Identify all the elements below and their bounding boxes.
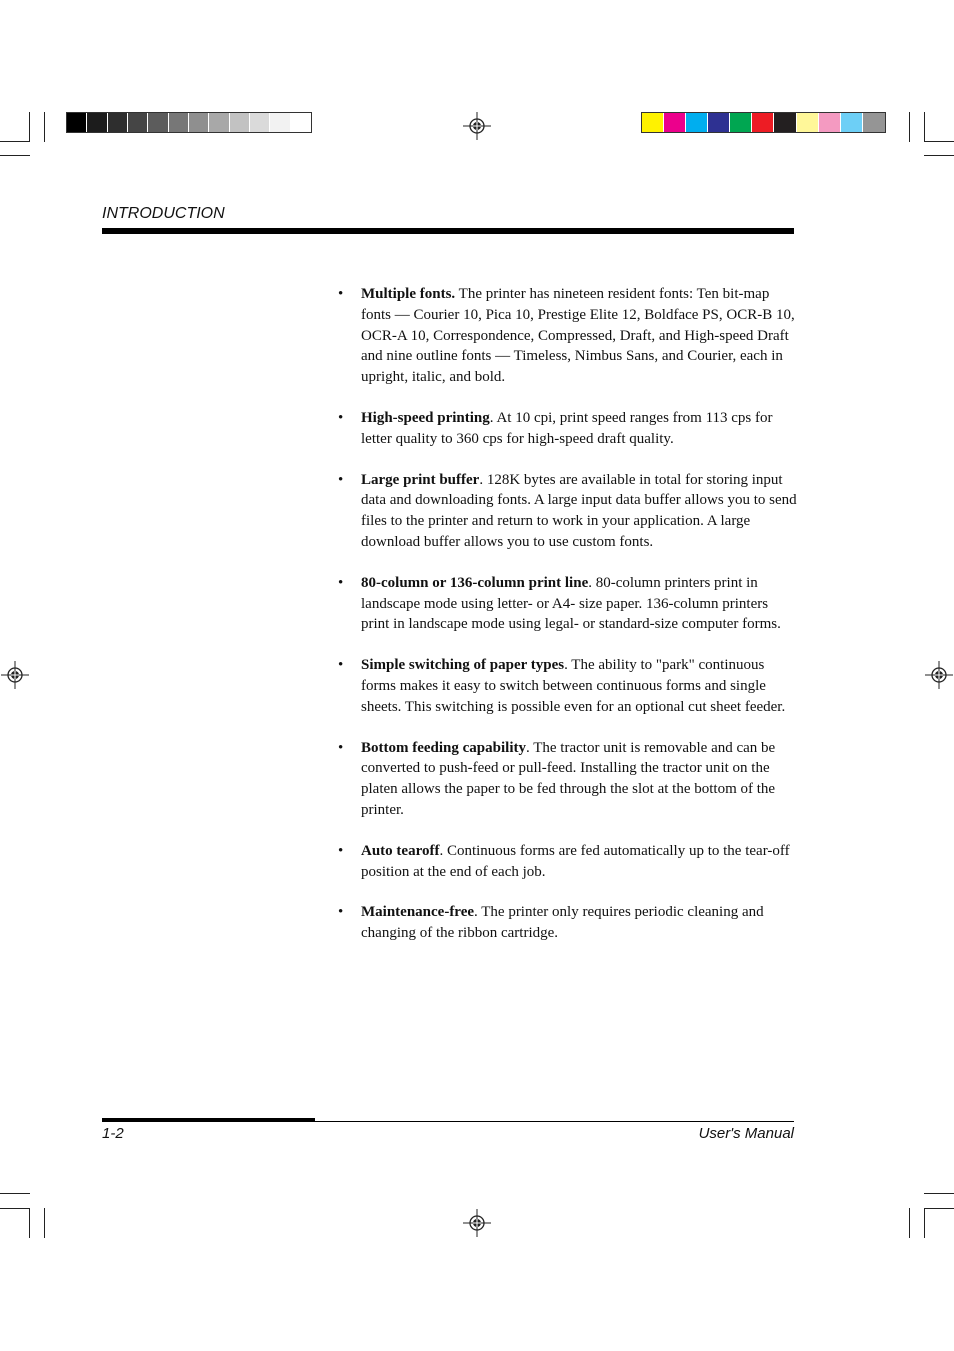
crop-mark	[924, 155, 954, 156]
feature-text	[361, 284, 798, 388]
registration-mark-icon	[463, 112, 491, 140]
color-bar	[641, 112, 886, 133]
feature-title: Multiple fonts.	[361, 286, 456, 302]
color-swatch	[730, 113, 752, 132]
feature-body: . The printer only requires periodic cleaning and changing of the ribbon cartridge.	[361, 904, 764, 942]
feature-body: The printer has nineteen resident fonts: Ten bit-map fonts — Courier 10, Pica 10, Prestige Elite 12, Boldface PS, OCR-B 10, OCR-A 10, Correspondence, Compressed, Draft, and High-speed Draft and nine outline fonts — Timeless, Nimbus Sans, and Courier, each in upright, italic, and bold.	[361, 286, 795, 386]
crop-mark	[924, 112, 925, 142]
feature-text	[361, 738, 798, 821]
crop-mark	[0, 1208, 30, 1209]
color-swatch	[108, 113, 128, 132]
color-swatch	[291, 113, 311, 132]
crop-mark	[924, 141, 954, 142]
section-header: INTRODUCTION	[102, 205, 225, 222]
feature-text	[361, 408, 798, 450]
feature-title: Auto tearoff	[361, 842, 440, 859]
color-swatch	[128, 113, 148, 132]
feature-text	[361, 902, 798, 944]
color-swatch	[642, 113, 664, 132]
color-swatch	[819, 113, 841, 132]
feature-text	[361, 841, 798, 883]
color-swatch	[752, 113, 774, 132]
bullet: •	[338, 471, 344, 488]
grayscale-bar	[66, 112, 312, 133]
crop-mark	[0, 1193, 30, 1194]
feature-title: Maintenance-free	[361, 904, 475, 921]
bullet: •	[338, 286, 344, 302]
color-swatch	[797, 113, 819, 132]
bullet: •	[338, 739, 344, 756]
feature-text	[361, 470, 798, 553]
feature-title: High-speed printing	[361, 409, 490, 426]
feature-item	[338, 902, 798, 944]
color-swatch	[708, 113, 730, 132]
feature-item	[338, 470, 798, 553]
color-swatch	[863, 113, 885, 132]
feature-title: Large print buffer	[361, 471, 480, 488]
bullet: •	[338, 657, 344, 674]
feature-item	[338, 284, 798, 388]
crop-mark	[924, 1208, 954, 1209]
crop-mark	[909, 112, 910, 142]
registration-mark-icon	[463, 1209, 491, 1237]
manual-title: User's Manual	[698, 1125, 794, 1142]
feature-body: . Continuous forms are fed automatically up to the tear-off position at the end of each job.	[361, 842, 790, 880]
feature-item	[338, 655, 798, 717]
color-swatch	[67, 113, 87, 132]
crop-mark	[29, 112, 30, 142]
color-swatch	[841, 113, 863, 132]
registration-mark-icon	[925, 661, 953, 689]
bullet: •	[338, 842, 344, 859]
feature-title: Simple switching of paper types	[361, 657, 565, 674]
crop-mark	[924, 1208, 925, 1238]
feature-text	[361, 655, 798, 717]
color-swatch	[686, 113, 708, 132]
color-swatch	[250, 113, 270, 132]
crop-mark	[44, 112, 45, 142]
crop-mark	[44, 1208, 45, 1238]
color-swatch	[270, 113, 290, 132]
color-swatch	[189, 113, 209, 132]
color-swatch	[169, 113, 189, 132]
feature-item	[338, 573, 798, 635]
color-swatch	[230, 113, 250, 132]
crop-mark	[909, 1208, 910, 1238]
feature-body: . 80-column printers print in landscape mode using letter- or A4- size paper. 136-column printers print in landscape mode using legal- or standard-size computer forms.	[361, 574, 781, 633]
registration-mark-icon	[1, 661, 29, 689]
crop-mark	[29, 1208, 30, 1238]
feature-title: 80-column or 136-column print line	[361, 574, 589, 591]
feature-text	[361, 573, 798, 635]
bullet: •	[338, 409, 344, 426]
feature-body: . 128K bytes are available in total for storing input data and downloading fonts. A large input data buffer allows you to send files to the printer and return to work in your application. A large download buffer allows you to use custom fonts.	[361, 471, 797, 550]
crop-mark	[0, 141, 30, 142]
color-swatch	[87, 113, 107, 132]
feature-body: . The tractor unit is removable and can be converted to push-feed or pull-feed. Installing the tractor unit on the platen allows the paper to be fed through the slot at the bottom of the printer.	[361, 739, 776, 818]
color-swatch	[209, 113, 229, 132]
bullet: •	[338, 574, 344, 591]
crop-mark	[924, 1193, 954, 1194]
feature-body: . The ability to "park" continuous forms makes it easy to switch between continuous forms and single sheets. This switching is possible even for an optional cut sheet feeder.	[361, 657, 786, 715]
feature-item	[338, 841, 798, 883]
page-number: 1-2	[102, 1125, 124, 1142]
feature-body: . At 10 cpi, print speed ranges from 113 cps for letter quality to 360 cps for high-speed draft quality.	[361, 409, 773, 447]
feature-title: Bottom feeding capability	[361, 739, 526, 756]
feature-item	[338, 738, 798, 821]
feature-list	[338, 284, 798, 964]
color-swatch	[148, 113, 168, 132]
feature-item	[338, 408, 798, 450]
bullet: •	[338, 904, 344, 921]
color-swatch	[774, 113, 796, 132]
color-swatch	[664, 113, 686, 132]
footer-rule	[102, 1121, 794, 1122]
crop-mark	[0, 155, 30, 156]
header-rule	[102, 228, 794, 234]
